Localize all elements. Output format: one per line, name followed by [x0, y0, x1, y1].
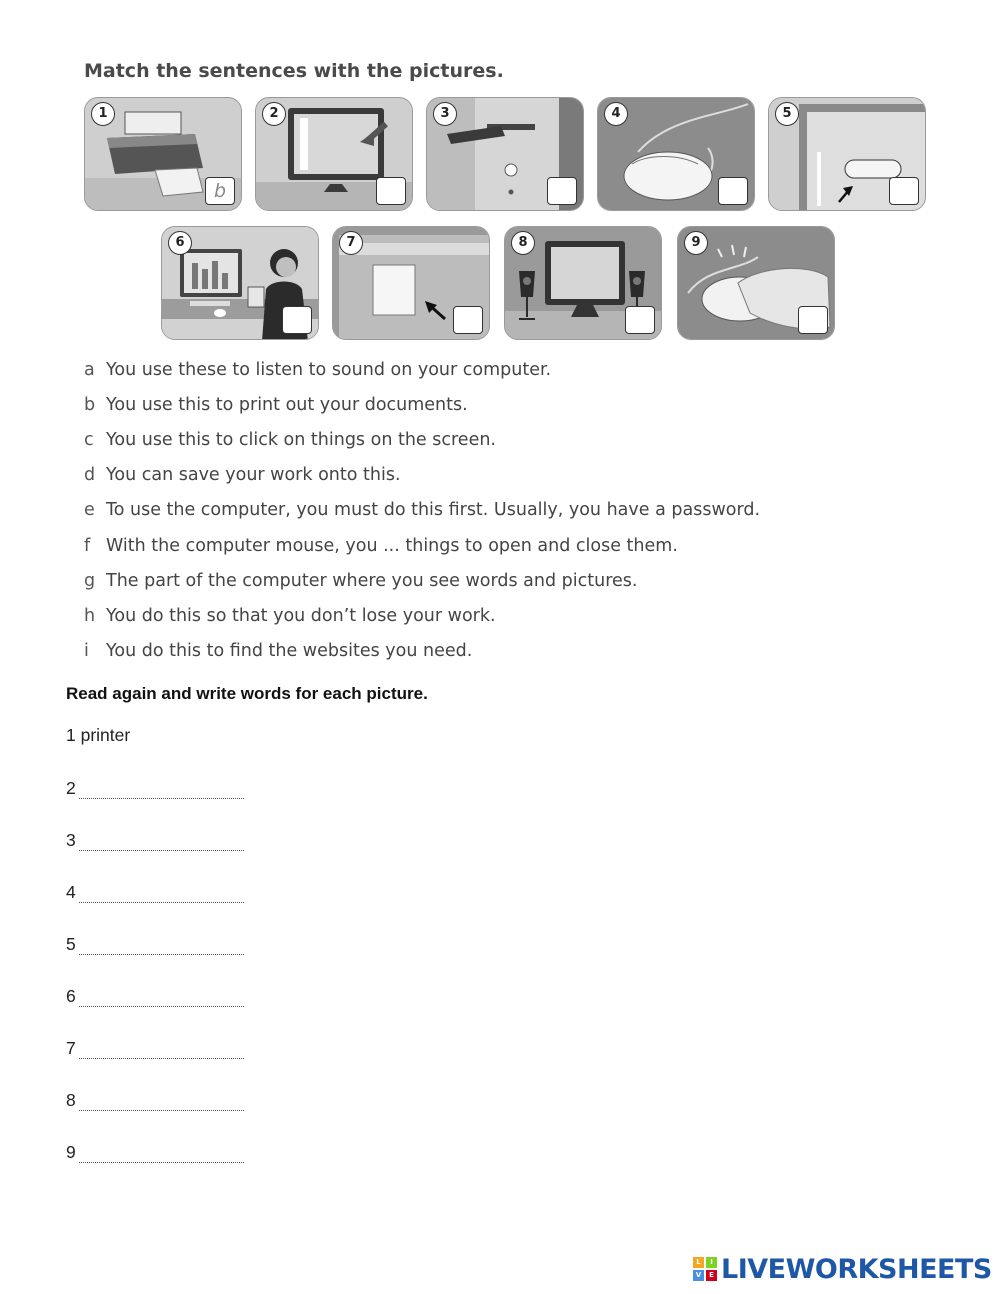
answer-input[interactable]	[79, 1058, 244, 1059]
line-number: 8	[66, 1090, 76, 1110]
answer-box[interactable]	[889, 177, 919, 205]
logo-grid-letter: I	[706, 1257, 717, 1268]
task2-example: 1 printer	[66, 725, 131, 745]
sentence-list	[84, 352, 760, 669]
line-number: 3	[66, 830, 76, 850]
logo-grid-letter: V	[693, 1270, 704, 1281]
line-number: 4	[66, 882, 76, 902]
picture-2-screen	[255, 97, 413, 211]
sentence-text: To use the computer, you must do this first. Usually, you have a password.	[106, 500, 761, 521]
sentence-text: You use this to print out your documents.	[106, 394, 468, 415]
sentence-text: You use these to listen to sound on your computer.	[106, 359, 552, 380]
line-number: 7	[66, 1038, 76, 1058]
picture-7-save	[332, 226, 490, 340]
answer-line-5[interactable]	[66, 933, 244, 955]
sentence-item	[84, 563, 760, 598]
picture-4-mouse	[597, 97, 755, 211]
answer-line-2[interactable]	[66, 777, 244, 799]
sentence-text: You use this to click on things on the screen.	[106, 429, 496, 450]
picture-number: 5	[775, 102, 799, 126]
sentence-item	[84, 528, 760, 563]
sentence-letter: f	[84, 535, 91, 556]
sentence-item	[84, 598, 760, 633]
sentence-item	[84, 458, 760, 493]
picture-5-log-on	[768, 97, 926, 211]
answer-input[interactable]	[79, 954, 244, 955]
answer-box[interactable]	[453, 306, 483, 334]
logo-text: LIVEWORKSHEETS	[721, 1253, 992, 1285]
line-number: 9	[66, 1142, 76, 1162]
task2-instruction: Read again and write words for each picture.	[66, 684, 428, 703]
sentence-item	[84, 422, 760, 457]
picture-number: 2	[262, 102, 286, 126]
sentence-letter: c	[84, 429, 94, 450]
picture-6-person-at-computer	[161, 226, 319, 340]
liveworksheets-logo	[693, 1252, 992, 1286]
picture-number: 8	[511, 231, 535, 255]
sentence-item	[84, 634, 760, 669]
answer-box[interactable]	[798, 306, 828, 334]
answer-input[interactable]	[79, 798, 244, 799]
picture-1-printer	[84, 97, 242, 211]
answer-input[interactable]	[79, 850, 244, 851]
sentence-letter: g	[84, 570, 96, 591]
answer-line-7[interactable]	[66, 1037, 244, 1059]
answer-line-9[interactable]	[66, 1141, 244, 1163]
logo-grid-icon	[693, 1257, 717, 1281]
sentence-letter: i	[84, 641, 89, 662]
answer-input[interactable]	[79, 1110, 244, 1111]
answer-box[interactable]	[376, 177, 406, 205]
picture-number: 7	[339, 231, 363, 255]
picture-number: 6	[168, 231, 192, 255]
sentence-letter: a	[84, 359, 95, 380]
sentence-letter: b	[84, 394, 96, 415]
logo-grid-letter: L	[693, 1257, 704, 1268]
picture-8-speakers	[504, 226, 662, 340]
line-number: 2	[66, 778, 76, 798]
answer-box[interactable]	[625, 306, 655, 334]
sentence-item	[84, 352, 760, 387]
answer-line-3[interactable]	[66, 829, 244, 851]
picture-number: 9	[684, 231, 708, 255]
sentence-text: You can save your work onto this.	[106, 465, 401, 486]
line-number: 6	[66, 986, 76, 1006]
picture-3-usb	[426, 97, 584, 211]
answer-input[interactable]	[79, 1006, 244, 1007]
exercise-title: Match the sentences with the pictures.	[84, 60, 504, 82]
answer-box[interactable]	[547, 177, 577, 205]
sentence-text: With the computer mouse, you ... things to open and close them.	[106, 535, 678, 556]
line-number: 5	[66, 934, 76, 954]
answer-input[interactable]	[79, 902, 244, 903]
picture-number: 3	[433, 102, 457, 126]
answer-box[interactable]: b	[205, 177, 235, 205]
answer-box[interactable]	[718, 177, 748, 205]
sentence-letter: h	[84, 605, 96, 626]
picture-9-click	[677, 226, 835, 340]
sentence-letter: d	[84, 465, 96, 486]
sentence-text: You do this to find the websites you need.	[106, 641, 473, 662]
sentence-text: You do this so that you don’t lose your work.	[106, 605, 496, 626]
picture-number: 4	[604, 102, 628, 126]
picture-number: 1	[91, 102, 115, 126]
answer-line-4[interactable]	[66, 881, 244, 903]
answer-line-6[interactable]	[66, 985, 244, 1007]
answer-input[interactable]	[79, 1162, 244, 1163]
answer-line-8[interactable]	[66, 1089, 244, 1111]
answer-box[interactable]	[282, 306, 312, 334]
sentence-letter: e	[84, 500, 95, 521]
sentence-item	[84, 493, 760, 528]
sentence-item	[84, 387, 760, 422]
sentence-text: The part of the computer where you see words and pictures.	[106, 570, 638, 591]
logo-grid-letter: E	[706, 1270, 717, 1281]
